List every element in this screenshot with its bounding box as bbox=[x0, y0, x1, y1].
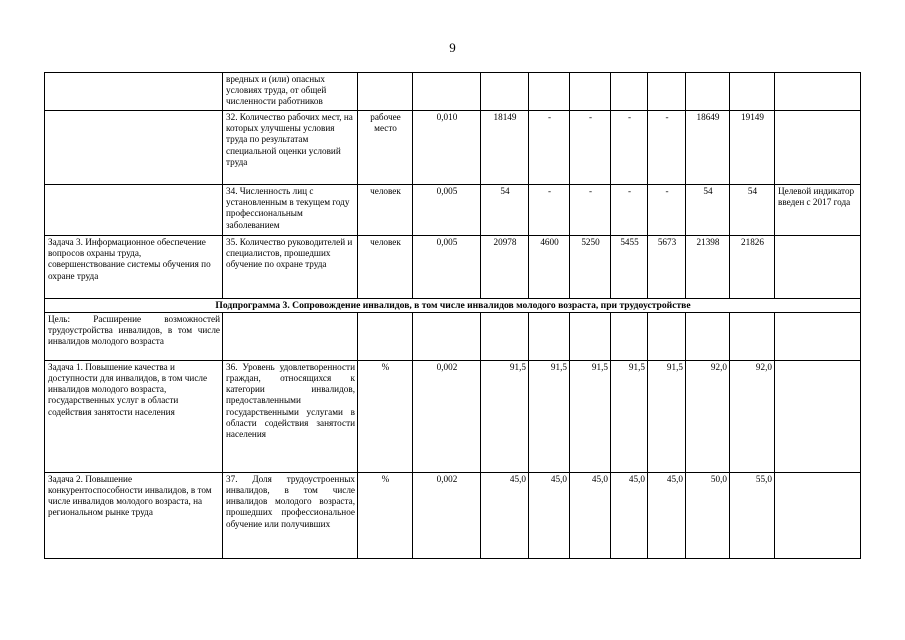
task-cell: Задача 2. Повышение конкурентоспособности инвалидов, в том числе инвалидов молодого возраста, на региональном рынке труда bbox=[45, 472, 223, 558]
empty-cell bbox=[223, 312, 358, 360]
value-cell: 18149 bbox=[481, 111, 529, 185]
task-cell bbox=[45, 73, 223, 111]
note-cell bbox=[775, 236, 861, 299]
table-row bbox=[45, 185, 861, 236]
value-cell: 5455 bbox=[611, 236, 648, 299]
note-cell bbox=[775, 360, 861, 472]
indicator-cell: вредных и (или) опасных условиях труда, от общей численности работников bbox=[223, 73, 358, 111]
unit-cell: % bbox=[358, 472, 413, 558]
task-cell: Задача 3. Информационное обеспечение вопросов охраны труда, совершенствование системы обучения по охране труда bbox=[45, 236, 223, 299]
value-cell: 91,5 bbox=[529, 360, 570, 472]
task-cell bbox=[45, 111, 223, 185]
task-cell bbox=[45, 185, 223, 236]
value-cell: 5250 bbox=[570, 236, 611, 299]
value-cell bbox=[686, 73, 730, 111]
table-row bbox=[45, 73, 861, 111]
unit-cell: человек bbox=[358, 185, 413, 236]
goal-row bbox=[45, 312, 861, 360]
empty-cell bbox=[529, 312, 570, 360]
empty-cell bbox=[611, 312, 648, 360]
value-cell: 21398 bbox=[686, 236, 730, 299]
indicator-cell: 37. Доля трудоустроенных инвалидов, в том числе инвалидов молодого возраста, прошедших профессиональное обучение или получивших bbox=[223, 472, 358, 558]
value-cell: - bbox=[570, 111, 611, 185]
value-cell bbox=[730, 73, 775, 111]
value-cell: 91,5 bbox=[611, 360, 648, 472]
weight-cell: 0,005 bbox=[413, 236, 481, 299]
weight-cell: 0,005 bbox=[413, 185, 481, 236]
value-cell: - bbox=[570, 185, 611, 236]
empty-cell bbox=[648, 312, 686, 360]
note-cell bbox=[775, 73, 861, 111]
empty-cell bbox=[730, 312, 775, 360]
value-cell: 55,0 bbox=[730, 472, 775, 558]
value-cell: 91,5 bbox=[570, 360, 611, 472]
value-cell: 91,5 bbox=[648, 360, 686, 472]
note-cell: Целевой индикатор введен с 2017 года bbox=[775, 185, 861, 236]
value-cell: - bbox=[611, 185, 648, 236]
unit-cell: человек bbox=[358, 236, 413, 299]
weight-cell bbox=[413, 73, 481, 111]
value-cell: 45,0 bbox=[481, 472, 529, 558]
empty-cell bbox=[686, 312, 730, 360]
unit-cell: рабочее место bbox=[358, 111, 413, 185]
indicator-cell: 34. Численность лиц с установленным в текущем году профессиональным заболеванием bbox=[223, 185, 358, 236]
value-cell: 45,0 bbox=[529, 472, 570, 558]
empty-cell bbox=[481, 312, 529, 360]
subprogram-row bbox=[45, 299, 861, 313]
note-cell bbox=[775, 111, 861, 185]
value-cell: - bbox=[529, 185, 570, 236]
note-cell bbox=[775, 472, 861, 558]
table-row bbox=[45, 360, 861, 472]
value-cell: 45,0 bbox=[648, 472, 686, 558]
value-cell: 54 bbox=[686, 185, 730, 236]
indicator-cell: 36. Уровень удовлетворенности граждан, относящихся к категории инвалидов, предоставленными государственными услугами в области содействия занятости населения bbox=[223, 360, 358, 472]
value-cell: 91,5 bbox=[481, 360, 529, 472]
value-cell: - bbox=[611, 111, 648, 185]
weight-cell: 0,002 bbox=[413, 360, 481, 472]
unit-cell bbox=[358, 73, 413, 111]
value-cell: 54 bbox=[481, 185, 529, 236]
value-cell bbox=[648, 73, 686, 111]
value-cell: - bbox=[648, 185, 686, 236]
value-cell: 54 bbox=[730, 185, 775, 236]
task-cell: Задача 1. Повышение качества и доступности для инвалидов, в том числе инвалидов молодого возраста, государственных услуг в области содействия занятости населения bbox=[45, 360, 223, 472]
value-cell: 92,0 bbox=[730, 360, 775, 472]
value-cell: 50,0 bbox=[686, 472, 730, 558]
indicator-cell: 35. Количество руководителей и специалистов, прошедших обучение по охране труда bbox=[223, 236, 358, 299]
value-cell: 20978 bbox=[481, 236, 529, 299]
value-cell: - bbox=[648, 111, 686, 185]
value-cell bbox=[529, 73, 570, 111]
value-cell: 92,0 bbox=[686, 360, 730, 472]
weight-cell: 0,010 bbox=[413, 111, 481, 185]
value-cell: 19149 bbox=[730, 111, 775, 185]
page-number: 9 bbox=[449, 40, 456, 55]
table-row bbox=[45, 472, 861, 558]
value-cell bbox=[570, 73, 611, 111]
indicators-table bbox=[44, 72, 861, 559]
table-row bbox=[45, 111, 861, 185]
value-cell: 45,0 bbox=[570, 472, 611, 558]
value-cell: 45,0 bbox=[611, 472, 648, 558]
value-cell bbox=[611, 73, 648, 111]
value-cell: 5673 bbox=[648, 236, 686, 299]
table-row bbox=[45, 236, 861, 299]
value-cell: 4600 bbox=[529, 236, 570, 299]
value-cell: 18649 bbox=[686, 111, 730, 185]
value-cell: - bbox=[529, 111, 570, 185]
indicator-cell: 32. Количество рабочих мест, на которых улучшены условия труда по результатам специальной оценки условий труда bbox=[223, 111, 358, 185]
goal-cell: Цель: Расширение возможностей трудоустройства инвалидов, в том числе инвалидов молодого возраста bbox=[45, 312, 223, 360]
empty-cell bbox=[413, 312, 481, 360]
empty-cell bbox=[570, 312, 611, 360]
value-cell: 21826 bbox=[730, 236, 775, 299]
empty-cell bbox=[358, 312, 413, 360]
empty-cell bbox=[775, 312, 861, 360]
unit-cell: % bbox=[358, 360, 413, 472]
value-cell bbox=[481, 73, 529, 111]
subprogram-title: Подпрограмма 3. Сопровождение инвалидов, в том числе инвалидов молодого возраста, при трудоустройстве bbox=[45, 299, 861, 313]
weight-cell: 0,002 bbox=[413, 472, 481, 558]
